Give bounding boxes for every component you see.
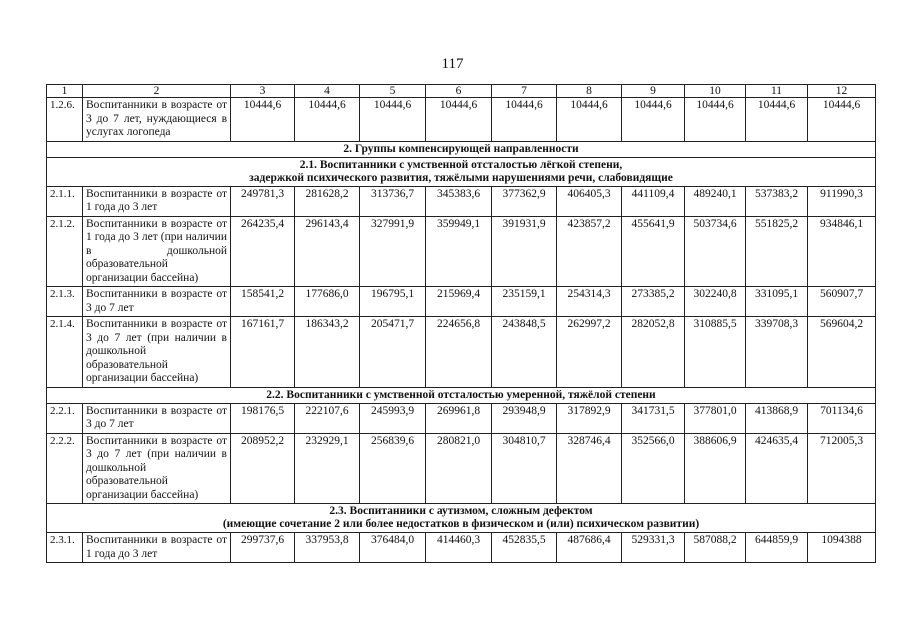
table-row bbox=[47, 287, 876, 317]
value-cell: 712005,3 bbox=[808, 433, 876, 504]
row-index: 2.1.2. bbox=[47, 216, 83, 287]
table-row bbox=[47, 98, 876, 142]
value-cell: 10444,6 bbox=[685, 98, 746, 142]
section-heading-line: 2.2. Воспитанники с умственной отсталостью умеренной, тяжёлой степени bbox=[266, 388, 656, 401]
section-heading bbox=[47, 504, 876, 533]
value-cell: 10444,6 bbox=[360, 98, 426, 142]
value-cell: 406405,3 bbox=[557, 186, 622, 216]
section-heading-line: задержкой психического развития, тяжёлыми нарушениями речи, слабовидящие bbox=[249, 171, 673, 184]
value-cell: 337953,8 bbox=[295, 533, 360, 563]
value-cell: 345383,6 bbox=[426, 186, 492, 216]
tariff-table bbox=[46, 84, 876, 563]
value-cell: 158541,2 bbox=[231, 287, 295, 317]
value-cell: 377801,0 bbox=[685, 403, 746, 433]
value-cell: 352566,0 bbox=[622, 433, 685, 504]
value-cell: 376484,0 bbox=[360, 533, 426, 563]
column-number-row bbox=[47, 85, 876, 98]
column-number-3: 3 bbox=[231, 85, 295, 98]
column-number-4: 4 bbox=[295, 85, 360, 98]
table-row bbox=[47, 216, 876, 287]
section-heading-row bbox=[47, 141, 876, 157]
value-cell: 245993,9 bbox=[360, 403, 426, 433]
row-index: 2.1.4. bbox=[47, 317, 83, 388]
value-cell: 249781,3 bbox=[231, 186, 295, 216]
value-cell: 282052,8 bbox=[622, 317, 685, 388]
value-cell: 391931,9 bbox=[492, 216, 557, 287]
value-cell: 423857,2 bbox=[557, 216, 622, 287]
value-cell: 377362,9 bbox=[492, 186, 557, 216]
value-cell: 424635,4 bbox=[746, 433, 808, 504]
value-cell: 313736,7 bbox=[360, 186, 426, 216]
value-cell: 269961,8 bbox=[426, 403, 492, 433]
value-cell: 331095,1 bbox=[746, 287, 808, 317]
value-cell: 441109,4 bbox=[622, 186, 685, 216]
value-cell: 299737,6 bbox=[231, 533, 295, 563]
value-cell: 529331,3 bbox=[622, 533, 685, 563]
row-description: Воспитанники в возрасте от 3 до 7 лет bbox=[83, 287, 231, 317]
column-number-6: 6 bbox=[426, 85, 492, 98]
value-cell: 911990,3 bbox=[808, 186, 876, 216]
value-cell: 413868,9 bbox=[746, 403, 808, 433]
section-heading bbox=[47, 387, 876, 403]
column-number-1: 1 bbox=[47, 85, 83, 98]
value-cell: 537383,2 bbox=[746, 186, 808, 216]
row-index: 2.1.3. bbox=[47, 287, 83, 317]
value-cell: 296143,4 bbox=[295, 216, 360, 287]
value-cell: 1094388 bbox=[808, 533, 876, 563]
value-cell: 328746,4 bbox=[557, 433, 622, 504]
table-row bbox=[47, 317, 876, 388]
section-heading-line: 2. Группы компенсирующей направленности bbox=[343, 142, 579, 155]
table-row bbox=[47, 403, 876, 433]
column-number-9: 9 bbox=[622, 85, 685, 98]
column-number-12: 12 bbox=[808, 85, 876, 98]
value-cell: 196795,1 bbox=[360, 287, 426, 317]
value-cell: 317892,9 bbox=[557, 403, 622, 433]
value-cell: 10444,6 bbox=[492, 98, 557, 142]
column-number-11: 11 bbox=[746, 85, 808, 98]
value-cell: 304810,7 bbox=[492, 433, 557, 504]
value-cell: 264235,4 bbox=[231, 216, 295, 287]
value-cell: 934846,1 bbox=[808, 216, 876, 287]
row-description: Воспитанники в возрасте от 1 года до 3 лет (при наличии в дошкольной образовательной организации бассейна) bbox=[83, 216, 231, 287]
value-cell: 701134,6 bbox=[808, 403, 876, 433]
value-cell: 280821,0 bbox=[426, 433, 492, 504]
table-row bbox=[47, 533, 876, 563]
column-number-10: 10 bbox=[685, 85, 746, 98]
row-index: 2.1.1. bbox=[47, 186, 83, 216]
value-cell: 587088,2 bbox=[685, 533, 746, 563]
value-cell: 224656,8 bbox=[426, 317, 492, 388]
value-cell: 327991,9 bbox=[360, 216, 426, 287]
value-cell: 10444,6 bbox=[426, 98, 492, 142]
value-cell: 388606,9 bbox=[685, 433, 746, 504]
section-heading-row bbox=[47, 504, 876, 533]
table-row bbox=[47, 186, 876, 216]
value-cell: 10444,6 bbox=[622, 98, 685, 142]
value-cell: 302240,8 bbox=[685, 287, 746, 317]
section-heading bbox=[47, 157, 876, 186]
value-cell: 489240,1 bbox=[685, 186, 746, 216]
column-number-2: 2 bbox=[83, 85, 231, 98]
section-heading-line: 2.3. Воспитанники с аутизмом, сложным дефектом bbox=[329, 505, 593, 517]
value-cell: 167161,7 bbox=[231, 317, 295, 388]
column-number-8: 8 bbox=[557, 85, 622, 98]
value-cell: 243848,5 bbox=[492, 317, 557, 388]
value-cell: 339708,3 bbox=[746, 317, 808, 388]
value-cell: 10444,6 bbox=[295, 98, 360, 142]
section-heading bbox=[47, 141, 876, 157]
row-description: Воспитанники в возрасте от 1 года до 3 лет bbox=[83, 186, 231, 216]
value-cell: 256839,6 bbox=[360, 433, 426, 504]
table-row bbox=[47, 433, 876, 504]
value-cell: 215969,4 bbox=[426, 287, 492, 317]
row-index: 1.2.6. bbox=[47, 98, 83, 142]
column-number-5: 5 bbox=[360, 85, 426, 98]
value-cell: 232929,1 bbox=[295, 433, 360, 504]
value-cell: 414460,3 bbox=[426, 533, 492, 563]
value-cell: 10444,6 bbox=[557, 98, 622, 142]
value-cell: 452835,5 bbox=[492, 533, 557, 563]
column-number-7: 7 bbox=[492, 85, 557, 98]
row-description: Воспитанники в возрасте от 3 до 7 лет, нуждающиеся в услугах логопеда bbox=[83, 98, 231, 142]
value-cell: 10444,6 bbox=[746, 98, 808, 142]
value-cell: 310885,5 bbox=[685, 317, 746, 388]
value-cell: 208952,2 bbox=[231, 433, 295, 504]
row-description: Воспитанники в возрасте от 3 до 7 лет bbox=[83, 403, 231, 433]
section-heading-line: 2.1. Воспитанники с умственной отсталостью лёгкой степени, bbox=[299, 158, 623, 171]
value-cell: 487686,4 bbox=[557, 533, 622, 563]
value-cell: 281628,2 bbox=[295, 186, 360, 216]
row-description: Воспитанники в возрасте от 3 до 7 лет (при наличии в дошкольной образовательной организации бассейна) bbox=[83, 433, 231, 504]
value-cell: 273385,2 bbox=[622, 287, 685, 317]
value-cell: 186343,2 bbox=[295, 317, 360, 388]
row-description: Воспитанники в возрасте от 3 до 7 лет (при наличии в дошкольной образовательной организации бассейна) bbox=[83, 317, 231, 388]
value-cell: 198176,5 bbox=[231, 403, 295, 433]
row-index: 2.3.1. bbox=[47, 533, 83, 563]
value-cell: 644859,9 bbox=[746, 533, 808, 563]
section-heading-row bbox=[47, 387, 876, 403]
section-heading-line: (имеющие сочетание 2 или более недостатков в физическом и (или) психическом развитии) bbox=[222, 518, 700, 530]
value-cell: 560907,7 bbox=[808, 287, 876, 317]
value-cell: 205471,7 bbox=[360, 317, 426, 388]
page-number: 117 bbox=[441, 56, 464, 72]
value-cell: 177686,0 bbox=[295, 287, 360, 317]
value-cell: 10444,6 bbox=[808, 98, 876, 142]
row-index: 2.2.1. bbox=[47, 403, 83, 433]
value-cell: 262997,2 bbox=[557, 317, 622, 388]
section-heading-row bbox=[47, 157, 876, 186]
row-index: 2.2.2. bbox=[47, 433, 83, 504]
table-body bbox=[47, 85, 876, 563]
value-cell: 341731,5 bbox=[622, 403, 685, 433]
value-cell: 359949,1 bbox=[426, 216, 492, 287]
value-cell: 254314,3 bbox=[557, 287, 622, 317]
value-cell: 293948,9 bbox=[492, 403, 557, 433]
value-cell: 10444,6 bbox=[231, 98, 295, 142]
value-cell: 569604,2 bbox=[808, 317, 876, 388]
value-cell: 222107,6 bbox=[295, 403, 360, 433]
value-cell: 235159,1 bbox=[492, 287, 557, 317]
value-cell: 503734,6 bbox=[685, 216, 746, 287]
value-cell: 551825,2 bbox=[746, 216, 808, 287]
row-description: Воспитанники в возрасте от 1 года до 3 лет bbox=[83, 533, 231, 563]
value-cell: 455641,9 bbox=[622, 216, 685, 287]
